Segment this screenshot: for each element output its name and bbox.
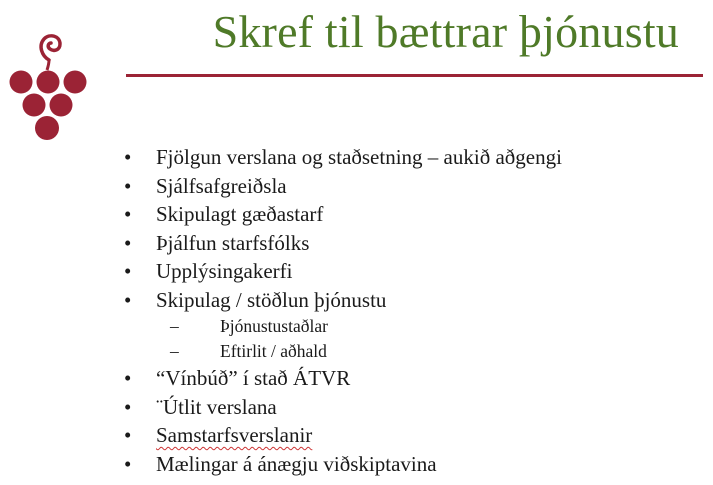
bullet-marker: • <box>124 287 132 312</box>
bullet-marker: • <box>124 202 132 226</box>
bullet-marker: • <box>124 366 132 390</box>
bullet-text: Mælingar á ánægju viðskiptavina <box>156 451 437 476</box>
bullet-text: Skipulag / stöðlun þjónustu <box>156 287 387 312</box>
slide-title: Skref til bættrar þjónustu <box>212 6 679 57</box>
bullet-list <box>120 143 562 478</box>
grape-cluster-icon <box>2 30 98 150</box>
title-divider <box>126 74 703 77</box>
bullet-marker: • <box>124 173 132 198</box>
bullet-marker: • <box>124 394 132 419</box>
bullet-item <box>120 172 562 201</box>
bullet-text: Sjálfsafgreiðsla <box>156 173 287 198</box>
bullet-text: Fjölgun verslana og staðsetning – aukið aðgengi <box>156 145 562 169</box>
sub-bullet-item <box>120 314 562 339</box>
bullet-text: Skipulagt gæðastarf <box>156 202 324 226</box>
bullet-text: “Vínbúð” í stað ÁTVR <box>156 366 351 390</box>
bullet-item <box>120 286 562 315</box>
bullet-item <box>120 257 562 286</box>
sub-bullet-text: Þjónustustaðlar <box>220 316 328 336</box>
bullet-item <box>120 143 562 172</box>
bullet-item <box>120 364 562 393</box>
bullet-item <box>120 450 562 479</box>
bullet-marker: • <box>124 451 132 476</box>
bullet-marker: • <box>124 230 132 255</box>
bullet-marker: • <box>124 145 132 169</box>
bullet-item <box>120 229 562 258</box>
sub-bullet-item <box>120 339 562 364</box>
sub-bullet-marker: – <box>170 316 179 336</box>
bullet-text: ¨Útlit verslana <box>156 394 277 419</box>
bullet-item <box>120 421 562 450</box>
bullet-item <box>120 200 562 229</box>
bullet-marker: • <box>124 259 132 283</box>
bullet-text: Upplýsingakerfi <box>156 259 293 283</box>
bullet-item <box>120 393 562 422</box>
bullet-marker: • <box>124 423 132 447</box>
bullet-text: Þjálfun starfsfólks <box>156 230 310 255</box>
sub-bullet-marker: – <box>170 341 179 361</box>
sub-bullet-text: Eftirlit / aðhald <box>220 341 327 361</box>
bullet-text: Samstarfsverslanir <box>156 423 313 447</box>
